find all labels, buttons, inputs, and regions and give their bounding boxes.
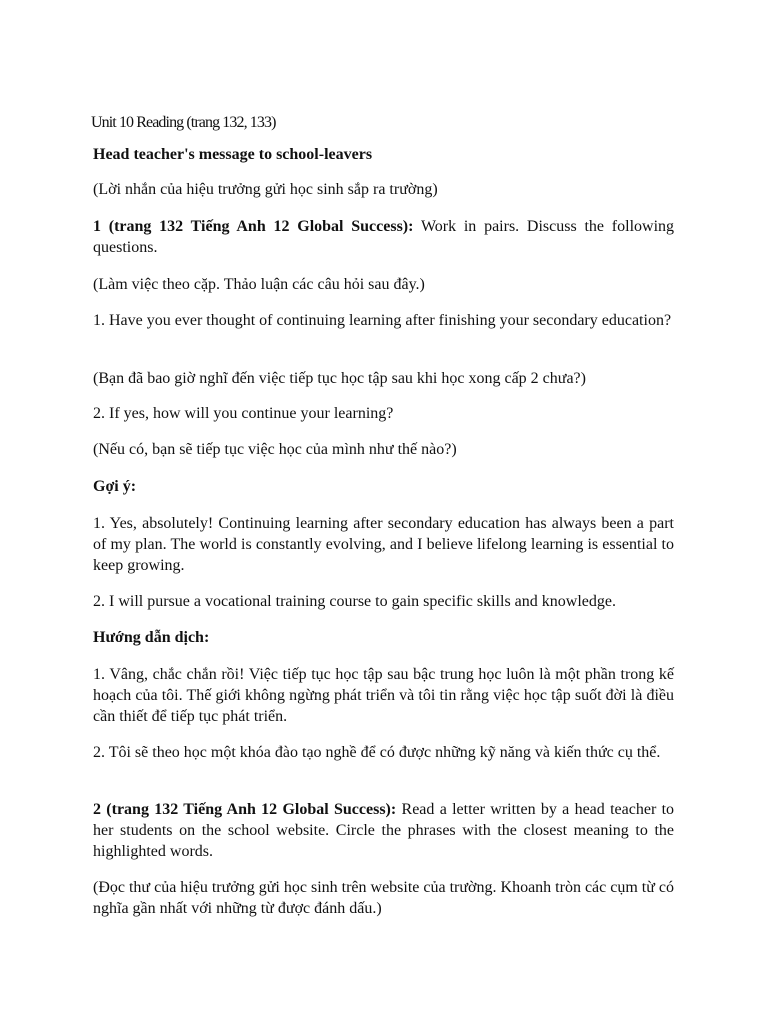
exercise-2-translation: (Đọc thư của hiệu trưởng gửi học sinh trên website của trường. Khoanh tròn các cụm từ có nghĩa gần nhất với những từ được đánh dấu.) <box>93 879 675 917</box>
hint-answer-2: 2. I will pursue a vocational training course to gain specific skills and knowledge. <box>93 593 616 610</box>
exercise-2-instruction <box>93 799 674 862</box>
translation-heading: Hướng dẫn dịch: <box>93 629 210 646</box>
exercise-1-instruction <box>93 216 674 258</box>
hint-answer-1: 1. Yes, absolutely! Continuing learning after secondary education has always been a part of my plan. The world is constantly evolving, and I believe lifelong learning is essential to keep growing. <box>93 515 674 574</box>
hint-heading: Gợi ý: <box>93 478 137 495</box>
document-title: Head teacher's message to school-leavers <box>93 146 373 163</box>
translation-1: 1. Vâng, chắc chắn rồi! Việc tiếp tục học tập sau bậc trung học luôn là một phần trong kế hoạch của tôi. Thế giới không ngừng phát triển và tôi tin rằng việc học tập suốt đời là điều cần thiết để tiếp tục phát triển. <box>93 666 674 725</box>
document-header: Unit 10 Reading (trang 132, 133) <box>91 114 276 131</box>
exercise-1-text: Work in pairs. Discuss the following questions. <box>93 218 675 256</box>
exercise-1-label: 1 (trang 132 Tiếng Anh 12 Global Success): <box>93 218 414 235</box>
exercise-1-translation: (Làm việc theo cặp. Thảo luận các câu hỏi sau đây.) <box>93 276 425 293</box>
translation-2: 2. Tôi sẽ theo học một khóa đào tạo nghề để có được những kỹ năng và kiến thức cụ thể. <box>93 744 661 761</box>
question-2: 2. If yes, how will you continue your learning? <box>93 405 394 422</box>
question-2-translation: (Nếu có, bạn sẽ tiếp tục việc học của mình như thế nào?) <box>93 441 457 458</box>
exercise-2-label: 2 (trang 132 Tiếng Anh 12 Global Success): <box>93 801 397 818</box>
exercise-2-text: Read a letter written by a head teacher to her students on the school website. Circle the phrases with the closest meaning to the highlighted words. <box>93 801 675 860</box>
question-1-translation: (Bạn đã bao giờ nghĩ đến việc tiếp tục học tập sau khi học xong cấp 2 chưa?) <box>93 370 586 387</box>
question-1: 1. Have you ever thought of continuing learning after finishing your secondary education? <box>93 312 672 329</box>
title-translation: (Lời nhắn của hiệu trưởng gửi học sinh sắp ra trường) <box>93 181 438 198</box>
